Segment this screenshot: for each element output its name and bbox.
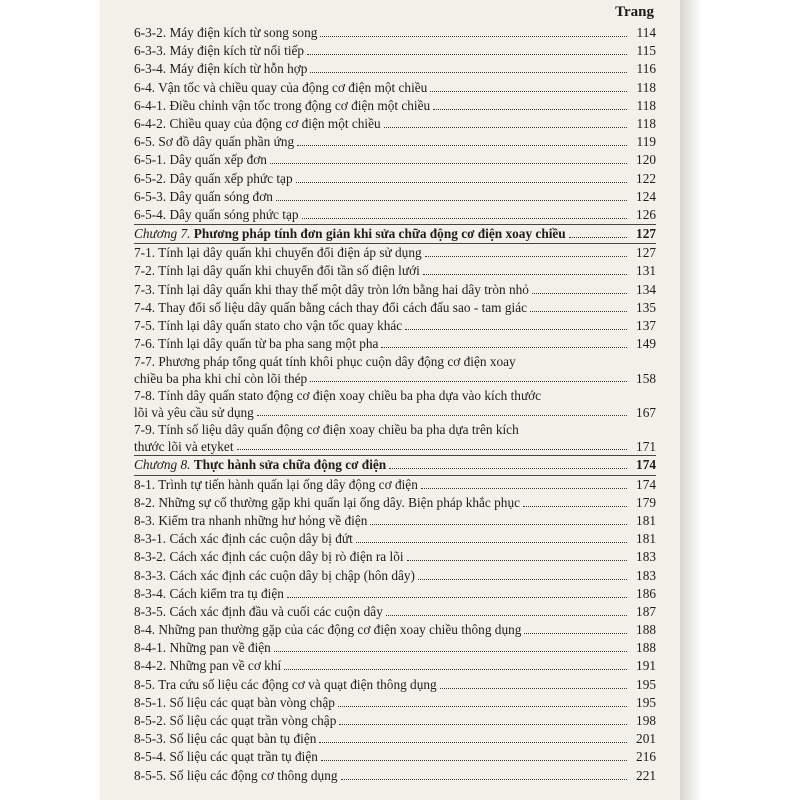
toc-entry-page: 135 [636, 299, 656, 315]
toc-entry-page: 183 [636, 567, 656, 583]
toc-entry [134, 281, 656, 299]
toc-entry [134, 712, 656, 730]
chapter-page: 127 [636, 226, 656, 242]
dot-leader [384, 116, 627, 128]
dot-leader [339, 713, 627, 725]
toc-entry [134, 730, 656, 748]
chapter-title: Thực hành sửa chữa động cơ điện [193, 457, 387, 473]
dot-leader [389, 457, 627, 469]
toc-entry-page: 131 [636, 263, 656, 279]
toc-entry-page: 181 [636, 531, 656, 547]
dot-leader [287, 586, 627, 598]
toc-entry-text: 8-3-2. Cách xác định các cuộn dây bị rò điện ra lõi [134, 549, 404, 565]
toc-entry [134, 60, 656, 78]
toc-entry-text: 8-3-5. Cách xác định đầu và cuối các cuộn dây [134, 603, 383, 619]
toc-entry-page: 187 [636, 603, 656, 619]
toc-entry [134, 170, 656, 188]
toc-entry-text: 6-5-3. Dây quấn sóng đơn [134, 188, 273, 204]
toc-entry-page: 201 [636, 731, 656, 747]
toc-entry-text: 7-3. Tính lại dây quấn khi thay thế một dây tròn lớn bằng hai dây tròn nhỏ [134, 281, 529, 297]
toc-entry-page: 179 [636, 494, 656, 510]
toc-entry-text: 7-6. Tính lại dây quấn từ ba pha sang một pha [134, 336, 379, 352]
toc-entry-page: 134 [636, 281, 656, 297]
toc-entry-page: 198 [636, 713, 656, 728]
dot-leader [296, 171, 627, 183]
toc-entry [134, 317, 656, 335]
dot-leader [338, 695, 627, 707]
toc-entry-text: 7-1. Tính lại dây quấn khi chuyển đổi điện áp sử dụng [134, 245, 422, 261]
dot-leader [430, 80, 627, 92]
toc-entry-page: 126 [636, 206, 656, 222]
dot-leader [386, 604, 627, 616]
toc-entry-page: 115 [636, 43, 656, 59]
chapter-label: Chương 8. [134, 457, 191, 473]
toc-entry [134, 299, 656, 317]
toc-entry-page: 186 [636, 585, 656, 601]
toc-entry [134, 115, 656, 133]
dot-leader [433, 98, 627, 110]
toc-entry-text: 6-3-2. Máy điện kích từ song song [134, 25, 318, 40]
toc-entry-text-cont: thước lõi và etyket [134, 439, 234, 455]
toc-entry-page: 171 [636, 439, 656, 455]
toc-entry-page: 183 [636, 549, 656, 565]
chapter-title: Phương pháp tính đơn giản khi sửa chữa động cơ điện xoay chiều [193, 226, 566, 242]
toc-entry [134, 97, 656, 115]
toc-entry-text: 8-4. Những pan thường gặp của các động cơ điện xoay chiều thông dụng [134, 622, 522, 638]
toc-entry-text: 7-7. Phương pháp tổng quát tính khôi phục cuộn dây động cơ điện xoay [134, 354, 516, 370]
dot-leader [418, 568, 627, 580]
toc-entry-text: 7-4. Thay đổi số liệu dây quấn bằng cách thay đổi cách đấu sao - tam giác [134, 299, 527, 315]
table-of-contents [134, 24, 656, 785]
toc-entry-page: 188 [636, 622, 656, 638]
toc-entry [134, 676, 656, 694]
toc-entry-page: 127 [636, 245, 656, 261]
dot-leader [302, 207, 627, 219]
toc-entry-text: 7-8. Tính dây quấn stato động cơ điện xoay chiều ba pha dựa vào kích thước [134, 388, 542, 404]
dot-leader [274, 640, 627, 652]
toc-entry-text: 8-5-2. Số liệu các quạt trần vòng chập [134, 713, 337, 728]
toc-entry [134, 621, 656, 639]
toc-entry [134, 244, 656, 262]
toc-entry [134, 585, 656, 603]
toc-entry-text: 6-4. Vận tốc và chiều quay của động cơ điện một chiều [134, 79, 428, 95]
toc-entry [134, 335, 656, 353]
dot-leader [532, 282, 627, 294]
toc-entry [134, 694, 656, 712]
toc-entry [134, 512, 656, 530]
dot-leader [569, 226, 627, 238]
toc-entry-text: 7-9. Tính số liệu dây quấn động cơ điện xoay chiều ba pha dựa trên kích [134, 422, 519, 438]
dot-leader [421, 477, 627, 489]
toc-entry-page: 116 [636, 61, 656, 77]
dot-leader [523, 495, 627, 507]
dot-leader [407, 549, 627, 561]
toc-entry [134, 567, 656, 585]
toc-entry-text: 8-5-1. Số liệu các quạt bàn vòng chập [134, 694, 335, 710]
toc-entry-page: 118 [636, 115, 656, 131]
toc-entry-text: 6-4-2. Chiều quay của động cơ điện một chiều [134, 115, 381, 131]
toc-entry-text: 6-3-4. Máy điện kích từ hỗn hợp [134, 61, 308, 77]
toc-entry [134, 79, 656, 97]
toc-entry [134, 748, 656, 766]
toc-entry [134, 767, 656, 785]
toc-entry-page: 124 [636, 188, 656, 204]
toc-entry [134, 494, 656, 512]
toc-entry-text: 7-2. Tính lại dây quấn khi chuyển đổi tần số điện lưới [134, 263, 420, 279]
toc-entry [134, 603, 656, 621]
toc-entry-text: 8-3-1. Cách xác định các cuộn dây bị đứt [134, 531, 353, 547]
dot-leader [284, 658, 627, 670]
toc-entry-multiline [134, 387, 656, 421]
toc-entry-page: 221 [636, 767, 656, 783]
dot-leader [423, 263, 627, 275]
dot-leader [276, 189, 627, 201]
toc-entry-page: 114 [636, 25, 656, 40]
chapter-heading [134, 225, 656, 243]
toc-entry-text: 8-2. Những sự cố thường gặp khi quấn lại ống dây. Biện pháp khắc phục [134, 494, 520, 510]
toc-entry-text: 8-3-3. Cách xác định các cuộn dây bị chập (hôn dây) [134, 567, 415, 583]
toc-entry-page: 174 [636, 476, 656, 492]
toc-entry-text: 8-1. Trình tự tiến hành quấn lại ống dây động cơ điện [134, 476, 418, 492]
dot-leader [405, 318, 627, 330]
toc-entry [134, 657, 656, 675]
toc-entry-page: 191 [636, 658, 656, 674]
dot-leader [440, 677, 627, 689]
dot-leader [310, 370, 627, 382]
toc-entry-text: 8-5-5. Số liệu các động cơ thông dụng [134, 767, 338, 783]
toc-entry-text: 8-3-4. Cách kiểm tra tụ điện [134, 585, 284, 601]
dot-leader [257, 404, 627, 416]
toc-entry-text: 8-4-2. Những pan về cơ khí [134, 658, 282, 674]
toc-entry-page: 181 [636, 512, 656, 528]
dot-leader [320, 25, 627, 37]
toc-entry [134, 262, 656, 280]
toc-entry [134, 151, 656, 169]
toc-entry-page: 120 [636, 152, 656, 168]
toc-entry [134, 206, 656, 224]
toc-entry-text: 6-4-1. Điều chỉnh vận tốc trong động cơ điện một chiều [134, 97, 431, 113]
toc-entry-text: 8-3. Kiểm tra nhanh những hư hỏng về điện [134, 512, 368, 528]
toc-entry-page: 118 [636, 97, 656, 113]
toc-entry-page: 137 [636, 318, 656, 333]
toc-entry-text-cont: lõi và yêu cầu sử dụng [134, 405, 254, 421]
toc-entry-multiline [134, 353, 656, 387]
dot-leader [297, 134, 627, 146]
toc-entry-page: 118 [636, 79, 656, 95]
dot-leader [530, 300, 627, 312]
toc-entry-text: 6-3-3. Máy điện kích từ nối tiếp [134, 43, 305, 59]
toc-entry [134, 133, 656, 151]
toc-entry-text: 6-5. Sơ đồ dây quấn phần ứng [134, 134, 295, 150]
toc-entry [134, 188, 656, 206]
dot-leader [307, 43, 627, 55]
book-page [100, 0, 680, 800]
page-column-header: Trang [615, 4, 654, 20]
toc-entry-text: 8-5-4. Số liệu các quạt trần tụ điện [134, 749, 318, 765]
toc-entry-multiline [134, 421, 656, 455]
page-edge-shadow [680, 0, 702, 800]
toc-entry-text: 8-5. Tra cứu số liệu các động cơ và quạt điện thông dụng [134, 676, 437, 692]
toc-entry-page: 122 [636, 170, 656, 186]
toc-entry [134, 548, 656, 566]
toc-entry-page: 167 [636, 405, 656, 421]
toc-entry [134, 24, 656, 42]
toc-entry-page: 195 [636, 694, 656, 710]
dot-leader [237, 438, 627, 450]
dot-leader [425, 245, 627, 257]
chapter-heading [134, 456, 656, 474]
dot-leader [381, 336, 627, 348]
dot-leader [370, 513, 627, 525]
toc-entry-page: 119 [636, 134, 656, 150]
chapter-label: Chương 7. [134, 226, 191, 242]
toc-entry-text: 8-5-3. Số liệu các quạt bàn tụ điện [134, 731, 317, 747]
toc-entry-text: 6-5-2. Dây quấn xếp phức tạp [134, 170, 293, 186]
dot-leader [270, 152, 627, 164]
dot-leader [319, 731, 627, 743]
dot-leader [321, 749, 627, 761]
toc-entry [134, 530, 656, 548]
dot-leader [524, 622, 627, 634]
toc-entry-page: 149 [636, 336, 656, 352]
toc-entry-text: 6-5-1. Dây quấn xếp đơn [134, 152, 267, 168]
toc-entry-page: 158 [636, 371, 656, 387]
dot-leader [356, 531, 627, 543]
toc-entry-text-cont: chiều ba pha khi chỉ còn lõi thép [134, 371, 308, 387]
toc-entry-page: 195 [636, 676, 656, 692]
toc-entry-page: 188 [636, 640, 656, 656]
toc-entry-text: 6-5-4. Dây quấn sóng phức tạp [134, 206, 299, 222]
dot-leader [341, 768, 628, 780]
chapter-page: 174 [636, 457, 656, 473]
toc-entry-page: 216 [636, 749, 656, 765]
toc-entry-text: 7-5. Tính lại dây quấn stato cho vận tốc quay khác [134, 318, 403, 333]
toc-entry [134, 639, 656, 657]
toc-entry [134, 42, 656, 60]
toc-entry [134, 476, 656, 494]
toc-entry-text: 8-4-1. Những pan về điện [134, 640, 271, 656]
dot-leader [310, 61, 627, 73]
